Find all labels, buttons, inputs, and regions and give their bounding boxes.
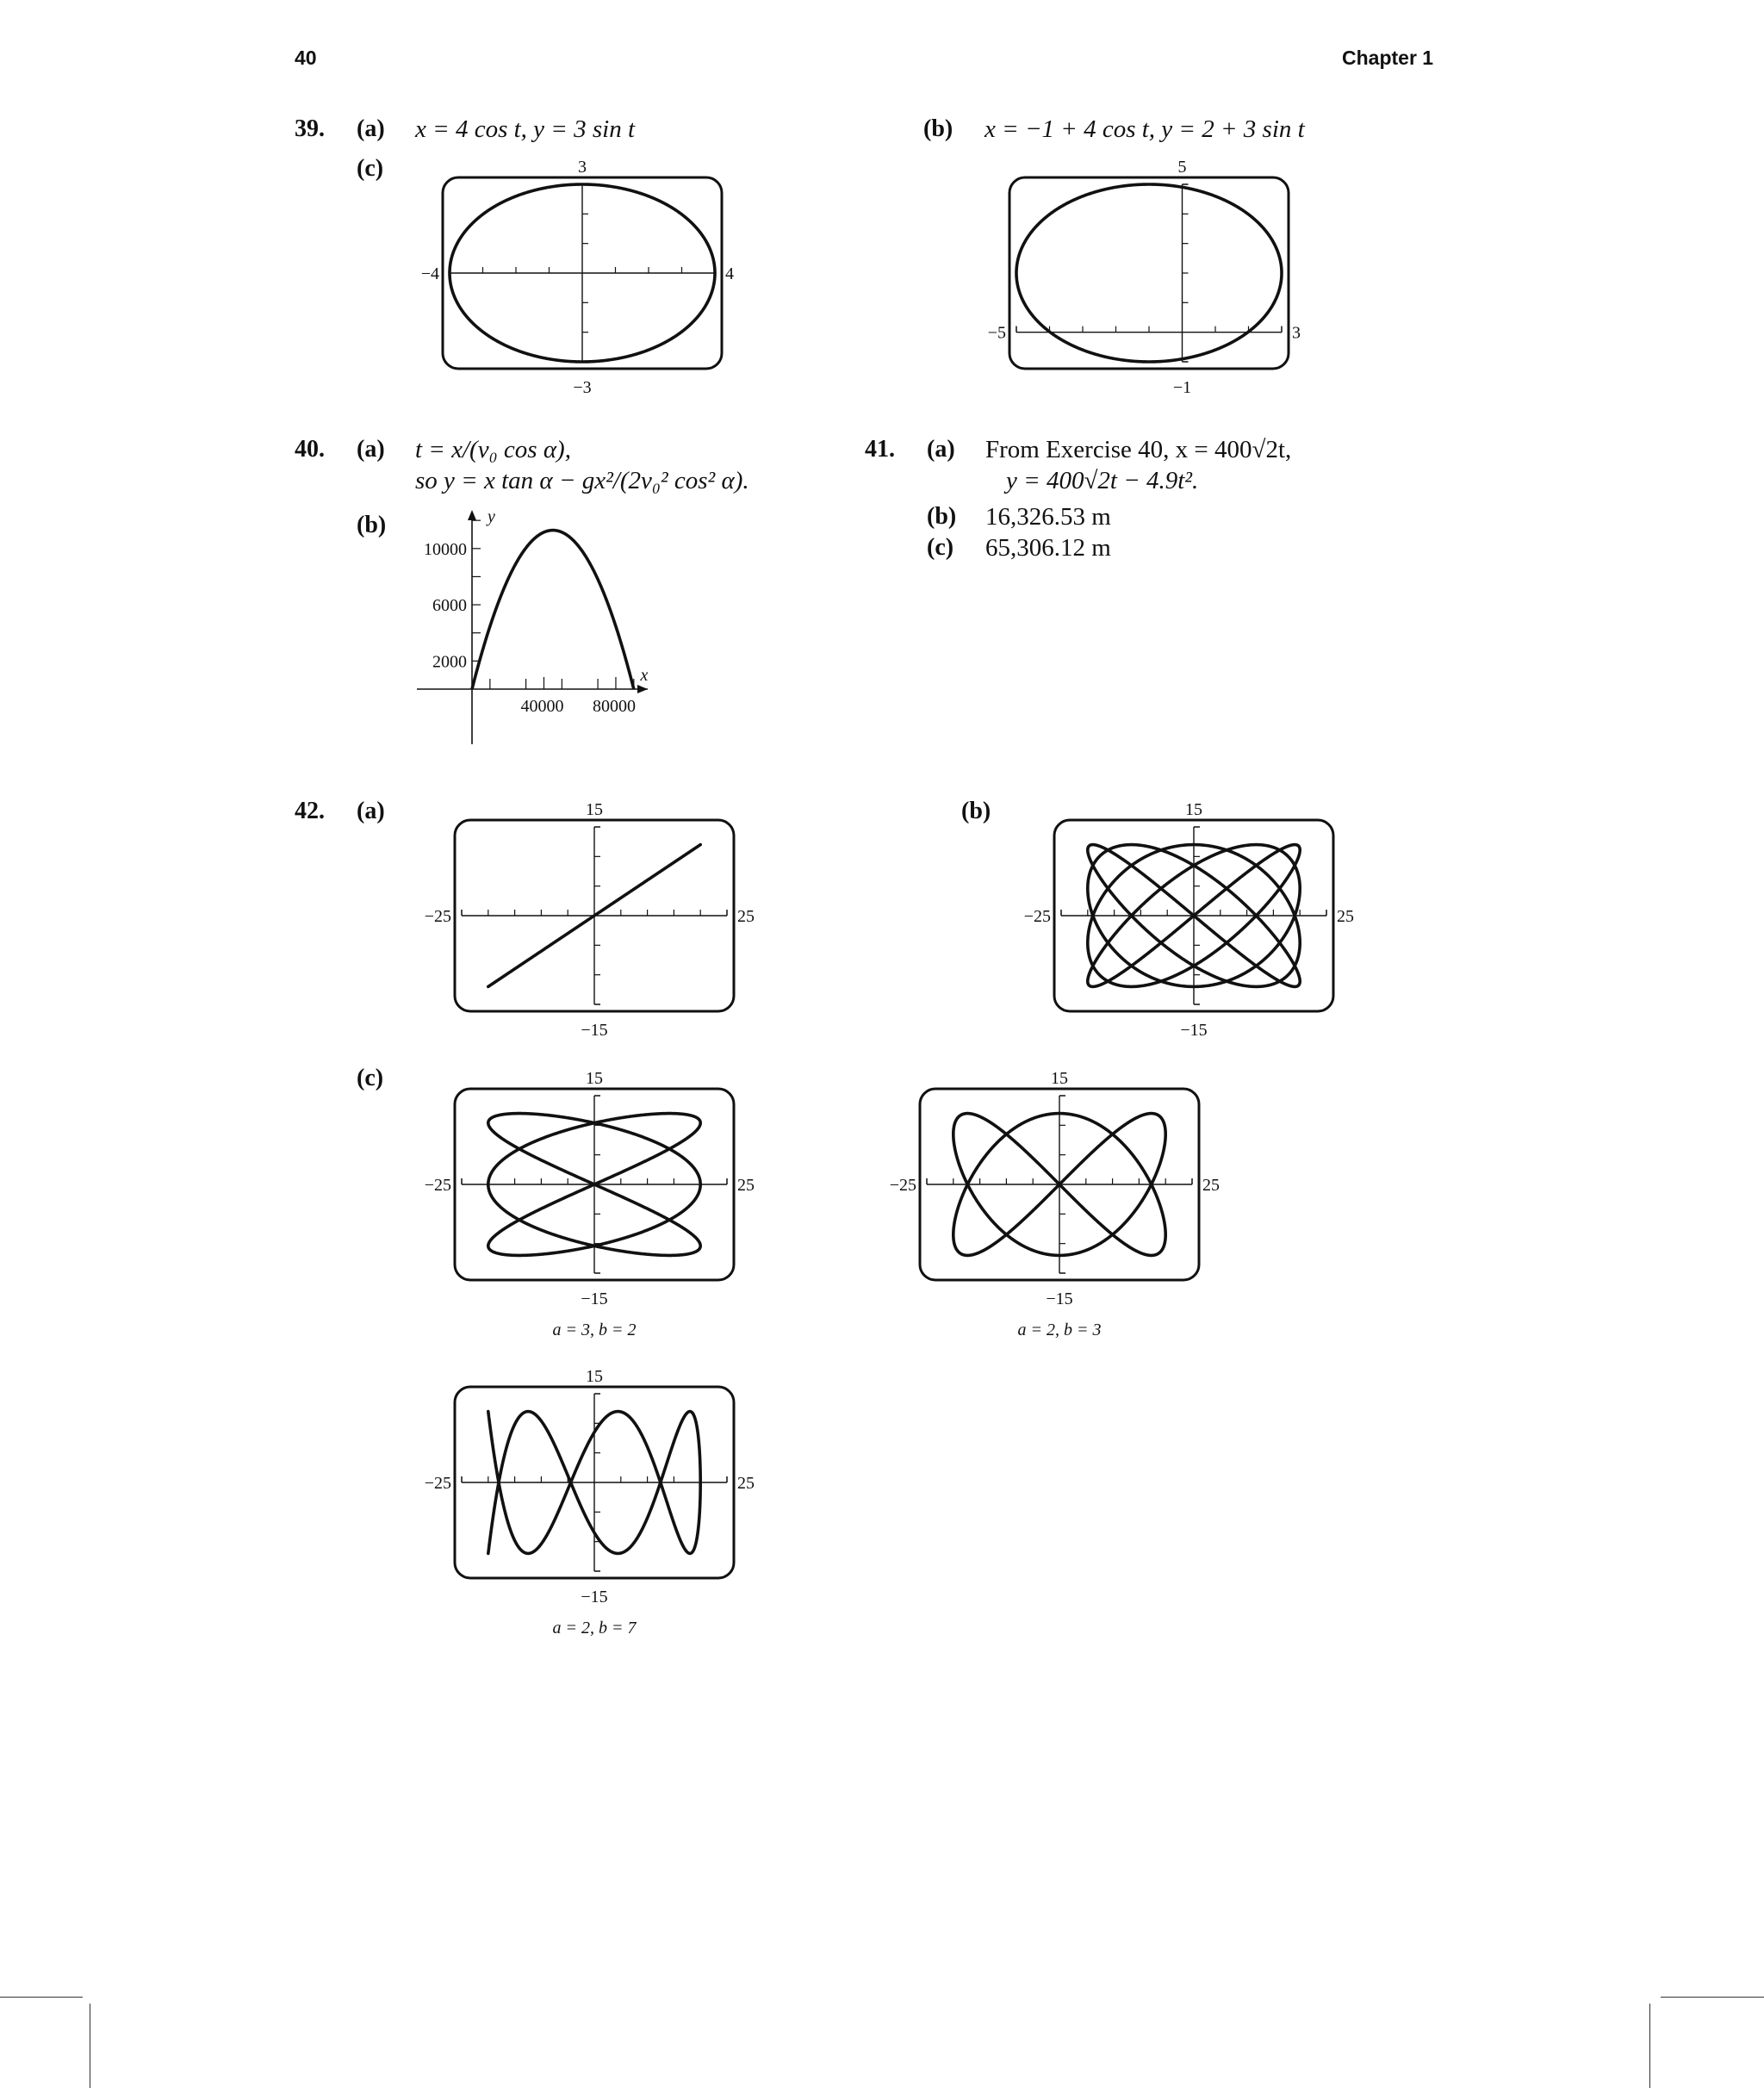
exercise-40-number: 40. [295,436,325,463]
ex40-a-line2: so y = x tan α − gx²/(2v₀² cos² α). [415,467,749,494]
ex41-a-line1: From Exercise 40, x = 400√2t, [985,436,1292,463]
tick-label-top-42c3: 15 [586,1367,603,1386]
plot-caption-42c1: a = 3, b = 2 [552,1321,637,1339]
y-tick-label-40b: 6000 [432,596,467,616]
crop-mark [0,1997,83,1998]
tick-label-bottom-39c-right: −1 [1172,378,1192,397]
ex41-c-answer: 65,306.12 m [985,534,1111,562]
crop-mark [1649,2004,1650,2088]
ex39-b-label: (b) [923,115,953,142]
page-number: 40 [295,47,317,69]
tick-label-right-42c2: 25 [1202,1176,1220,1195]
tick-label-left-42b: −25 [1023,907,1051,926]
chapter-title: Chapter 1 [1342,47,1434,69]
ex41-b-answer: 16,326.53 m [985,503,1111,531]
ex41-a-line2: y = 400√2t − 4.9t². [1006,467,1199,494]
y-tick-label-40b: 2000 [432,652,467,672]
ex39-a-label: (a) [357,115,385,142]
y-tick-label-40b: 10000 [424,539,467,559]
tick-label-left-42a: −25 [424,907,451,926]
plot-caption-42c3: a = 2, b = 7 [552,1619,637,1637]
crop-mark [1661,1997,1764,1998]
curve-39c-right [1016,184,1282,362]
tick-label-top-42c2: 15 [1051,1069,1068,1088]
tick-label-bottom-39c: −3 [573,378,592,397]
exercise-42-number: 42. [295,798,325,824]
ex41-a-label: (a) [927,436,955,463]
ex40-a-label: (a) [357,436,385,463]
plot-frame-39c-right [1009,177,1289,369]
ex41-c-label: (c) [927,534,954,561]
tick-label-top-39c-right: 5 [1177,158,1187,177]
ex41-b-label: (b) [927,503,957,530]
tick-label-bottom-42c2: −15 [1046,1289,1073,1308]
ex42-c-label: (c) [357,1065,384,1091]
y-axis-label-40b: y [488,507,495,526]
tick-label-left-39c: −4 [420,264,439,283]
ex40-a-line1: t = x/(v₀ cos α), [415,436,571,463]
ex42-b-label: (b) [961,798,991,824]
ex40-b-label: (b) [357,512,387,538]
exercise-39-number: 39. [295,115,325,142]
tick-label-right-39c-right: 3 [1292,323,1301,343]
curve-40b [472,531,634,689]
tick-label-left-42c2: −25 [889,1176,916,1195]
tick-label-right-42c3: 25 [737,1474,755,1493]
x-tick-label-40b: 80000 [592,697,636,716]
ex39-a-equation: x = 4 cos t, y = 3 sin t [415,115,635,143]
y-arrow-40b [468,510,476,520]
x-arrow-40b [637,685,648,693]
tick-label-right-42b: 25 [1337,907,1354,926]
ex39-c-label: (c) [357,155,384,182]
tick-label-left-42c3: −25 [424,1474,451,1493]
x-tick-label-40b: 40000 [520,697,564,716]
tick-label-top-39c: 3 [578,158,587,177]
tick-label-bottom-42a: −15 [581,1021,608,1040]
tick-label-left-39c-right: −5 [987,323,1006,343]
x-axis-label-40b: x [640,666,649,685]
tick-label-top-42a: 15 [586,800,603,819]
ex39-b-equation: x = −1 + 4 cos t, y = 2 + 3 sin t [984,115,1305,143]
tick-label-right-39c: 4 [725,264,734,283]
tick-label-right-42c1: 25 [737,1176,755,1195]
tick-label-bottom-42b: −15 [1180,1021,1208,1040]
tick-label-top-42c1: 15 [586,1069,603,1088]
tick-label-top-42b: 15 [1185,800,1202,819]
exercise-41-number: 41. [865,436,895,463]
tick-label-right-42a: 25 [737,907,755,926]
tick-label-bottom-42c1: −15 [581,1289,608,1308]
ex42-a-label: (a) [357,798,385,824]
plot-caption-42c2: a = 2, b = 3 [1017,1321,1102,1339]
tick-label-bottom-42c3: −15 [581,1588,608,1606]
tick-label-left-42c1: −25 [424,1176,451,1195]
